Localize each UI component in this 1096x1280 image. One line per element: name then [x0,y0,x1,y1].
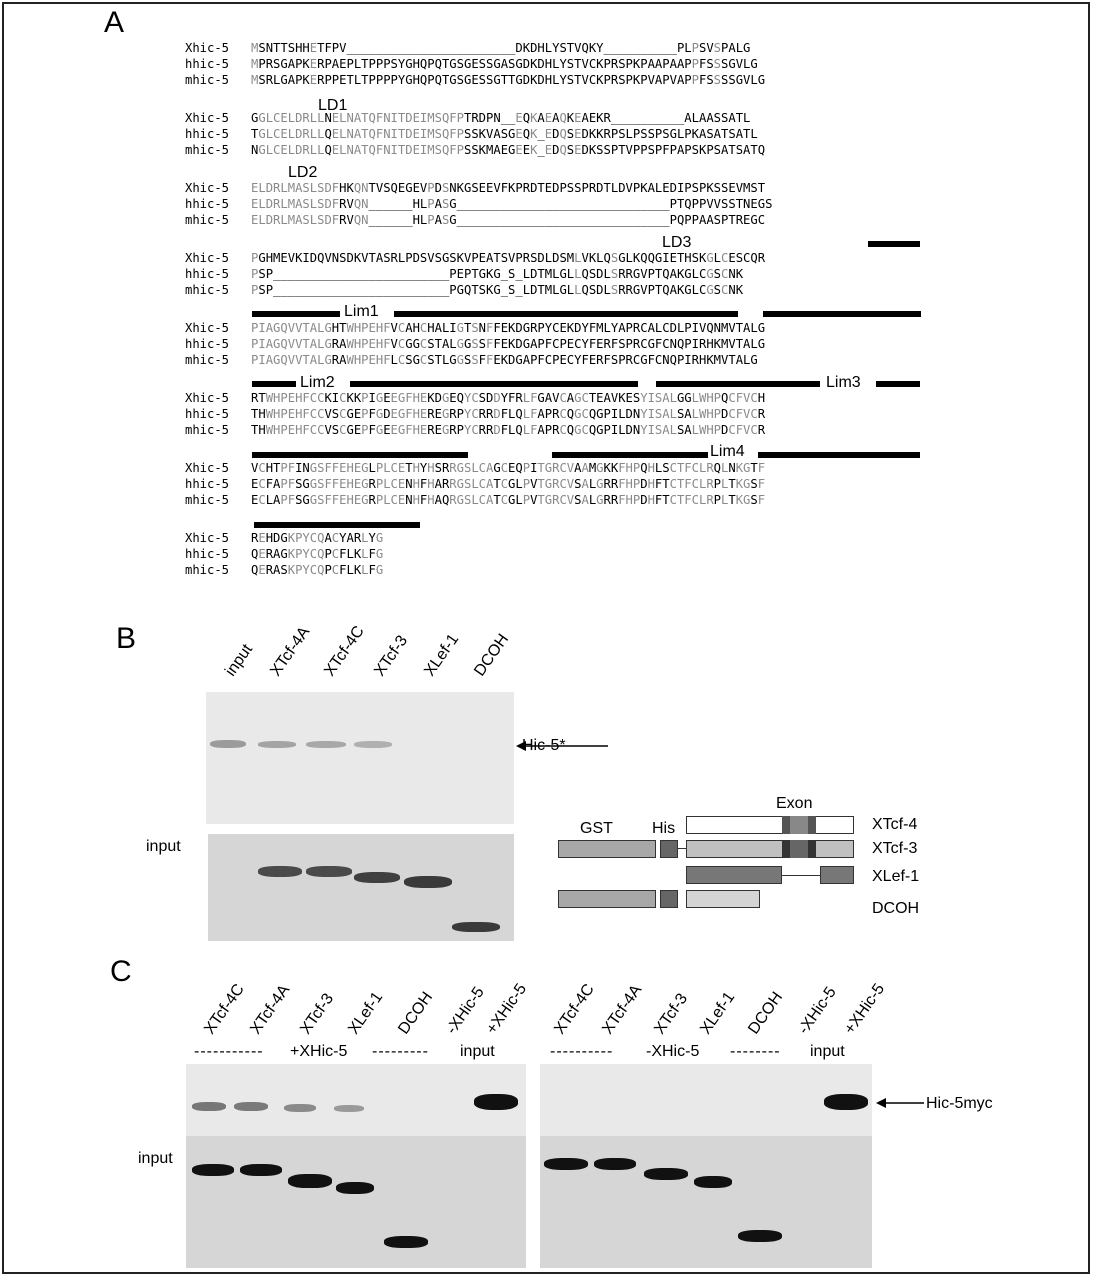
sequence-name: mhic-5 [185,563,230,577]
sequence-residues: PIAGQVVTALGHTWHPEHFVCAHCHALIGTSNFFEKDGRPYCEKDYFMLYAPRCALCDLPIVQNMVTALG [251,321,766,335]
c-left-dashes-2: --------- [372,1043,429,1060]
alignment-row [185,126,765,142]
c-right-lane-label: XTcf-4A [599,981,646,1038]
c-right-lane-label: DCOH [745,989,787,1038]
gel-band [336,1182,374,1194]
panel-label-a: A [104,6,125,39]
sequence-residues: ELDRLMASLSDFRVQN______HLPASG_____________________________PQPPAASPTREGC [251,213,766,227]
b-input-label: input [146,838,181,855]
schematic-gst-label: GST [580,820,613,837]
gel-band [334,1105,364,1112]
alignment-block [185,110,765,158]
sequence-name: Xhic-5 [185,41,230,55]
c-right-pulldown-gel [540,1064,872,1146]
xtcf3-gst [558,840,656,858]
c-right-lane-label: XTcf-3 [651,990,692,1038]
sequence-name: mhic-5 [185,213,230,227]
sequence-residues: PSP________________________PGQTSKG_S_LDTMLGLLQSDLSRRGVPTQAKGLCGSCNK [251,283,744,297]
sequence-name: hhic-5 [185,267,230,281]
sequence-name: hhic-5 [185,477,230,491]
sequence-name: mhic-5 [185,353,230,367]
domain-bar-lim4-c [254,522,420,528]
sequence-residues: ELDRLMASLSDFHKQNTVSQEGEVPDSNKGSEEVFKPRDTEDPSSPRDTLDVPKALEDIPSPKSSEVMST [251,181,766,195]
xtcf4-domain [686,816,854,834]
alignment-block [185,530,383,578]
b-lane-label: XLef-1 [421,631,463,680]
domain-bar-lim4-a [552,452,708,458]
c-left-dashes-1: ----------- [194,1043,264,1060]
alignment-row [185,212,772,228]
c-left-lane-label: +XHic-5 [483,980,531,1038]
domain-bar-lim3-a [656,381,820,387]
domain-label-ld1: LD1 [318,97,348,114]
c-left-pulldown-gel [186,1064,526,1146]
b-lane-label: input [222,641,257,680]
sequence-residues: RTWHPEHFCCKICKKPIGEEGFHEKDGEQYCSDDYFRLFGAVCAGCTEAVKESYISALGGLWHPQCFVCH [251,391,766,405]
gel-band [824,1094,868,1110]
alignment-row [185,406,765,422]
alignment-row [185,460,765,476]
b-lane-label: XTcf-3 [371,632,412,680]
sequence-name: mhic-5 [185,423,230,437]
b-lane-label: DCOH [471,631,513,680]
gel-band [284,1104,316,1112]
alignment-row [185,562,383,578]
alignment-row [185,142,765,158]
gel-band [694,1176,732,1188]
sequence-name: Xhic-5 [185,321,230,335]
domain-label-lim1: Lim1 [344,303,379,320]
c-left-lane-label: XTcf-4A [247,981,294,1038]
domain-bar-lim2-b [350,381,638,387]
sequence-residues: MSNTTSHHETFPV_______________________DKDHLYSTVQKY__________PLPSVSPALG [251,41,751,55]
alignment-row [185,422,765,438]
alignment-block [185,180,772,228]
xtcf3-domain [686,840,854,858]
b-lane-label: XTcf-4C [321,623,368,680]
xlef1-domain [686,866,782,884]
sequence-name: mhic-5 [185,493,230,507]
gel-band [544,1158,588,1170]
domain-label-lim2: Lim2 [300,374,335,391]
c-right-lane-label: XLef-1 [697,989,739,1038]
alignment-block [185,40,765,88]
sequence-residues: PSP________________________PEPTGKG_S_LDTMLGLLQSDLSRRGVPTQAKGLCGSCNK [251,267,744,281]
alignment-row [185,110,765,126]
sequence-name: Xhic-5 [185,391,230,405]
alignment-row [185,390,765,406]
c-left-lane-label: -XHic-5 [443,983,488,1038]
c-left-input-gel [186,1136,526,1268]
sequence-residues: NGLCELDRLLQELNATQFNITDEIMSQFPSSKMAEGEEK_EDQSEDKSSPTVPPSPFPAPSKPSATSATQ [251,143,766,157]
alignment-block [185,320,765,368]
gel-band [306,866,352,877]
gel-band [354,872,400,883]
b-input-gel [208,834,514,941]
gel-band [644,1168,688,1180]
sequence-name: hhic-5 [185,127,230,141]
alignment-block [185,460,765,508]
gel-band [594,1158,636,1170]
alignment-block [185,250,765,298]
sequence-residues: QERAGKPYCQPCFLKLFG [251,547,384,561]
schematic-row-label: XTcf-4 [872,816,918,833]
schematic-row-label: XTcf-3 [872,840,918,857]
sequence-residues: ECFAPFSGGSFFEHEGRPLCENHFHARRGSLCATCGLPVTGRCVSALGRRFHPDHFTCTFCLRPLTKGSF [251,477,766,491]
sequence-name: Xhic-5 [185,251,230,265]
domain-bar-lim1-start [868,241,920,247]
dcoh-domain [686,890,760,908]
domain-bar-lim4-b [758,452,920,458]
domain-bar-lim1-b [394,311,738,317]
sequence-residues: MSRLGAPKERPPETLTPPPPYGHQPQTGSGESSGTTGDKDHLYSTVCKPRSPKPVAPVAPPFSSSSGVLG [251,73,766,87]
c-right-lane-label: XTcf-4C [551,981,598,1038]
gel-band [404,876,452,888]
b-lane-label: XTcf-4A [267,623,314,680]
sequence-residues: ELDRLMASLSDFRVQN______HLPASG_____________________________PTQPPVVSSTNEGS [251,197,773,211]
sequence-residues: THWHPEHFCCVSCGEPFGEEGFHEREGRPYCRRDFLQLFAPRCQGCQGPILDNYISALSALWHPDCFVCR [251,423,766,437]
sequence-name: Xhic-5 [185,111,230,125]
panel-label-c: C [110,955,132,988]
alignment-block [185,390,765,438]
domain-label-lim4: Lim4 [710,443,745,460]
alignment-row [185,196,772,212]
alignment-row [185,320,765,336]
domain-label-ld3: LD3 [662,234,692,251]
c-right-input-gel [540,1136,872,1268]
gel-band [192,1164,234,1176]
sequence-name: hhic-5 [185,407,230,421]
sequence-residues: PIAGQVVTALGRAWHPEHFLCSGCSTLGGSSFFEKDGAPFCPECYFERFSPRCGFCNQPIRHKMVTALG [251,353,758,367]
c-arrow-label: Hic-5myc [926,1095,993,1112]
sequence-name: hhic-5 [185,197,230,211]
gel-band [306,741,346,748]
c-right-dashes-1: ---------- [550,1043,614,1060]
alignment-row [185,530,383,546]
gel-band [192,1102,226,1111]
panel-label-b: B [116,622,137,655]
c-left-lane-label: XTcf-3 [297,990,338,1038]
schematic-his-label: His [652,820,676,837]
b-pulldown-gel [206,692,514,824]
alignment-row [185,336,765,352]
alignment-row [185,546,383,562]
schematic-exon-label: Exon [776,795,813,812]
sequence-residues: TGLCELDRLLQELNATQFNITDEIMSQFPSSKVASGEQK_EDQSEDKKRPSLPSSPSGLPKASATSATL [251,127,758,141]
alignment-row [185,266,765,282]
gel-band [452,922,500,932]
domain-bar-lim2-a [252,381,296,387]
sequence-residues: PIAGQVVTALGRAWHPEHFVCGGCSTALGGSSFFEKDGAPFCPECYFERFSPRCGFCNQPIRHKMVTALG [251,337,766,351]
schematic-row-label: DCOH [872,900,920,917]
c-left-lane-label: XTcf-4C [201,981,248,1038]
schematic-row-label: XLef-1 [872,868,920,885]
gel-band [384,1236,428,1248]
c-arrow-icon [876,1095,928,1111]
sequence-name: mhic-5 [185,73,230,87]
domain-label-lim3: Lim3 [826,374,861,391]
sequence-name: hhic-5 [185,57,230,71]
gel-band [210,740,246,748]
sequence-name: hhic-5 [185,547,230,561]
c-left-input-label: input [460,1043,495,1060]
alignment-row [185,40,765,56]
c-right-input-label: input [810,1043,845,1060]
domain-bar-lim2-start [763,311,921,317]
gel-band [354,741,392,748]
alignment-row [185,250,765,266]
xtcf3-exon-core [790,840,808,858]
sequence-residues: MPRSGAPKERPAEPLTPPPSYGHQPQTGSGESSGASGDKDHLYSTVCKPRSPKPAAPAAPPFSSSGVLG [251,57,758,71]
domain-bar-lim3-b [876,381,920,387]
alignment-row [185,352,765,368]
sequence-residues: PGHMEVKIDQVNSDKVTASRLPDSVSGSKVPEATSVPRSDLDSMLVKLQSGLKQQGIETHSKGLCESCQR [251,251,766,265]
sequence-name: Xhic-5 [185,181,230,195]
xlef1-tail [820,866,854,884]
alignment-row [185,180,772,196]
alignment-row [185,492,765,508]
alignment-row [185,282,765,298]
b-arrow-label: Hic-5* [522,737,566,754]
sequence-name: mhic-5 [185,143,230,157]
dcoh-his [660,890,678,908]
c-right-lane-label: -XHic-5 [795,983,840,1038]
c-left-lane-label: DCOH [395,989,437,1038]
gel-band [738,1230,782,1242]
c-left-group-label: +XHic-5 [290,1043,348,1060]
sequence-name: hhic-5 [185,337,230,351]
connector-line [678,848,686,849]
gel-band [474,1094,518,1110]
alignment-row [185,56,765,72]
gel-band [288,1174,332,1188]
sequence-residues: ECLAPFSGGSFFEHEGRPLCENHFHAQRGSLCATCGLPVTGRCVSALGRRFHPDHFTCTFCLRPLTKGSF [251,493,766,507]
gel-band [240,1164,282,1176]
sequence-residues: VCHTPFINGSFFEHEGLPLCETHYHSRRGSLCAGCEQPITGRCVAAMGKKFHPQHLSCTFCLRQLNKGTF [251,461,766,475]
xtcf3-his [660,840,678,858]
xtcf4-exon-core [790,816,808,834]
dcoh-gst [558,890,656,908]
gel-band [258,866,302,877]
gel-band [258,741,296,748]
sequence-name: Xhic-5 [185,531,230,545]
alignment-row [185,72,765,88]
c-input-label: input [138,1150,173,1167]
sequence-name: Xhic-5 [185,461,230,475]
domain-bar-lim1-a [252,311,340,317]
sequence-residues: THWHPEHFCCVSCGEPFGDEGFHEREGRPYCRRDFLQLFAPRCQGCQGPILDNYISALSALWHPDCFVCR [251,407,766,421]
sequence-name: mhic-5 [185,283,230,297]
sequence-residues: QERASKPYCQPCFLKLFG [251,563,384,577]
domain-bar-lim3-c [252,452,468,458]
sequence-residues: GGLCELDRLLNELNATQFNITDEIMSQFPTRDPN__EQKAEAQKEAEKR__________ALAASSATL [251,111,751,125]
c-right-group-label: -XHic-5 [646,1043,700,1060]
c-left-lane-label: XLef-1 [345,989,387,1038]
sequence-residues: REHDGKPYCQACYARLYG [251,531,384,545]
gel-band [234,1102,268,1111]
c-right-dashes-2: -------- [730,1043,781,1060]
connector-line [782,875,820,876]
alignment-row [185,476,765,492]
domain-label-ld2: LD2 [288,164,318,181]
c-right-lane-label: +XHic-5 [841,980,889,1038]
